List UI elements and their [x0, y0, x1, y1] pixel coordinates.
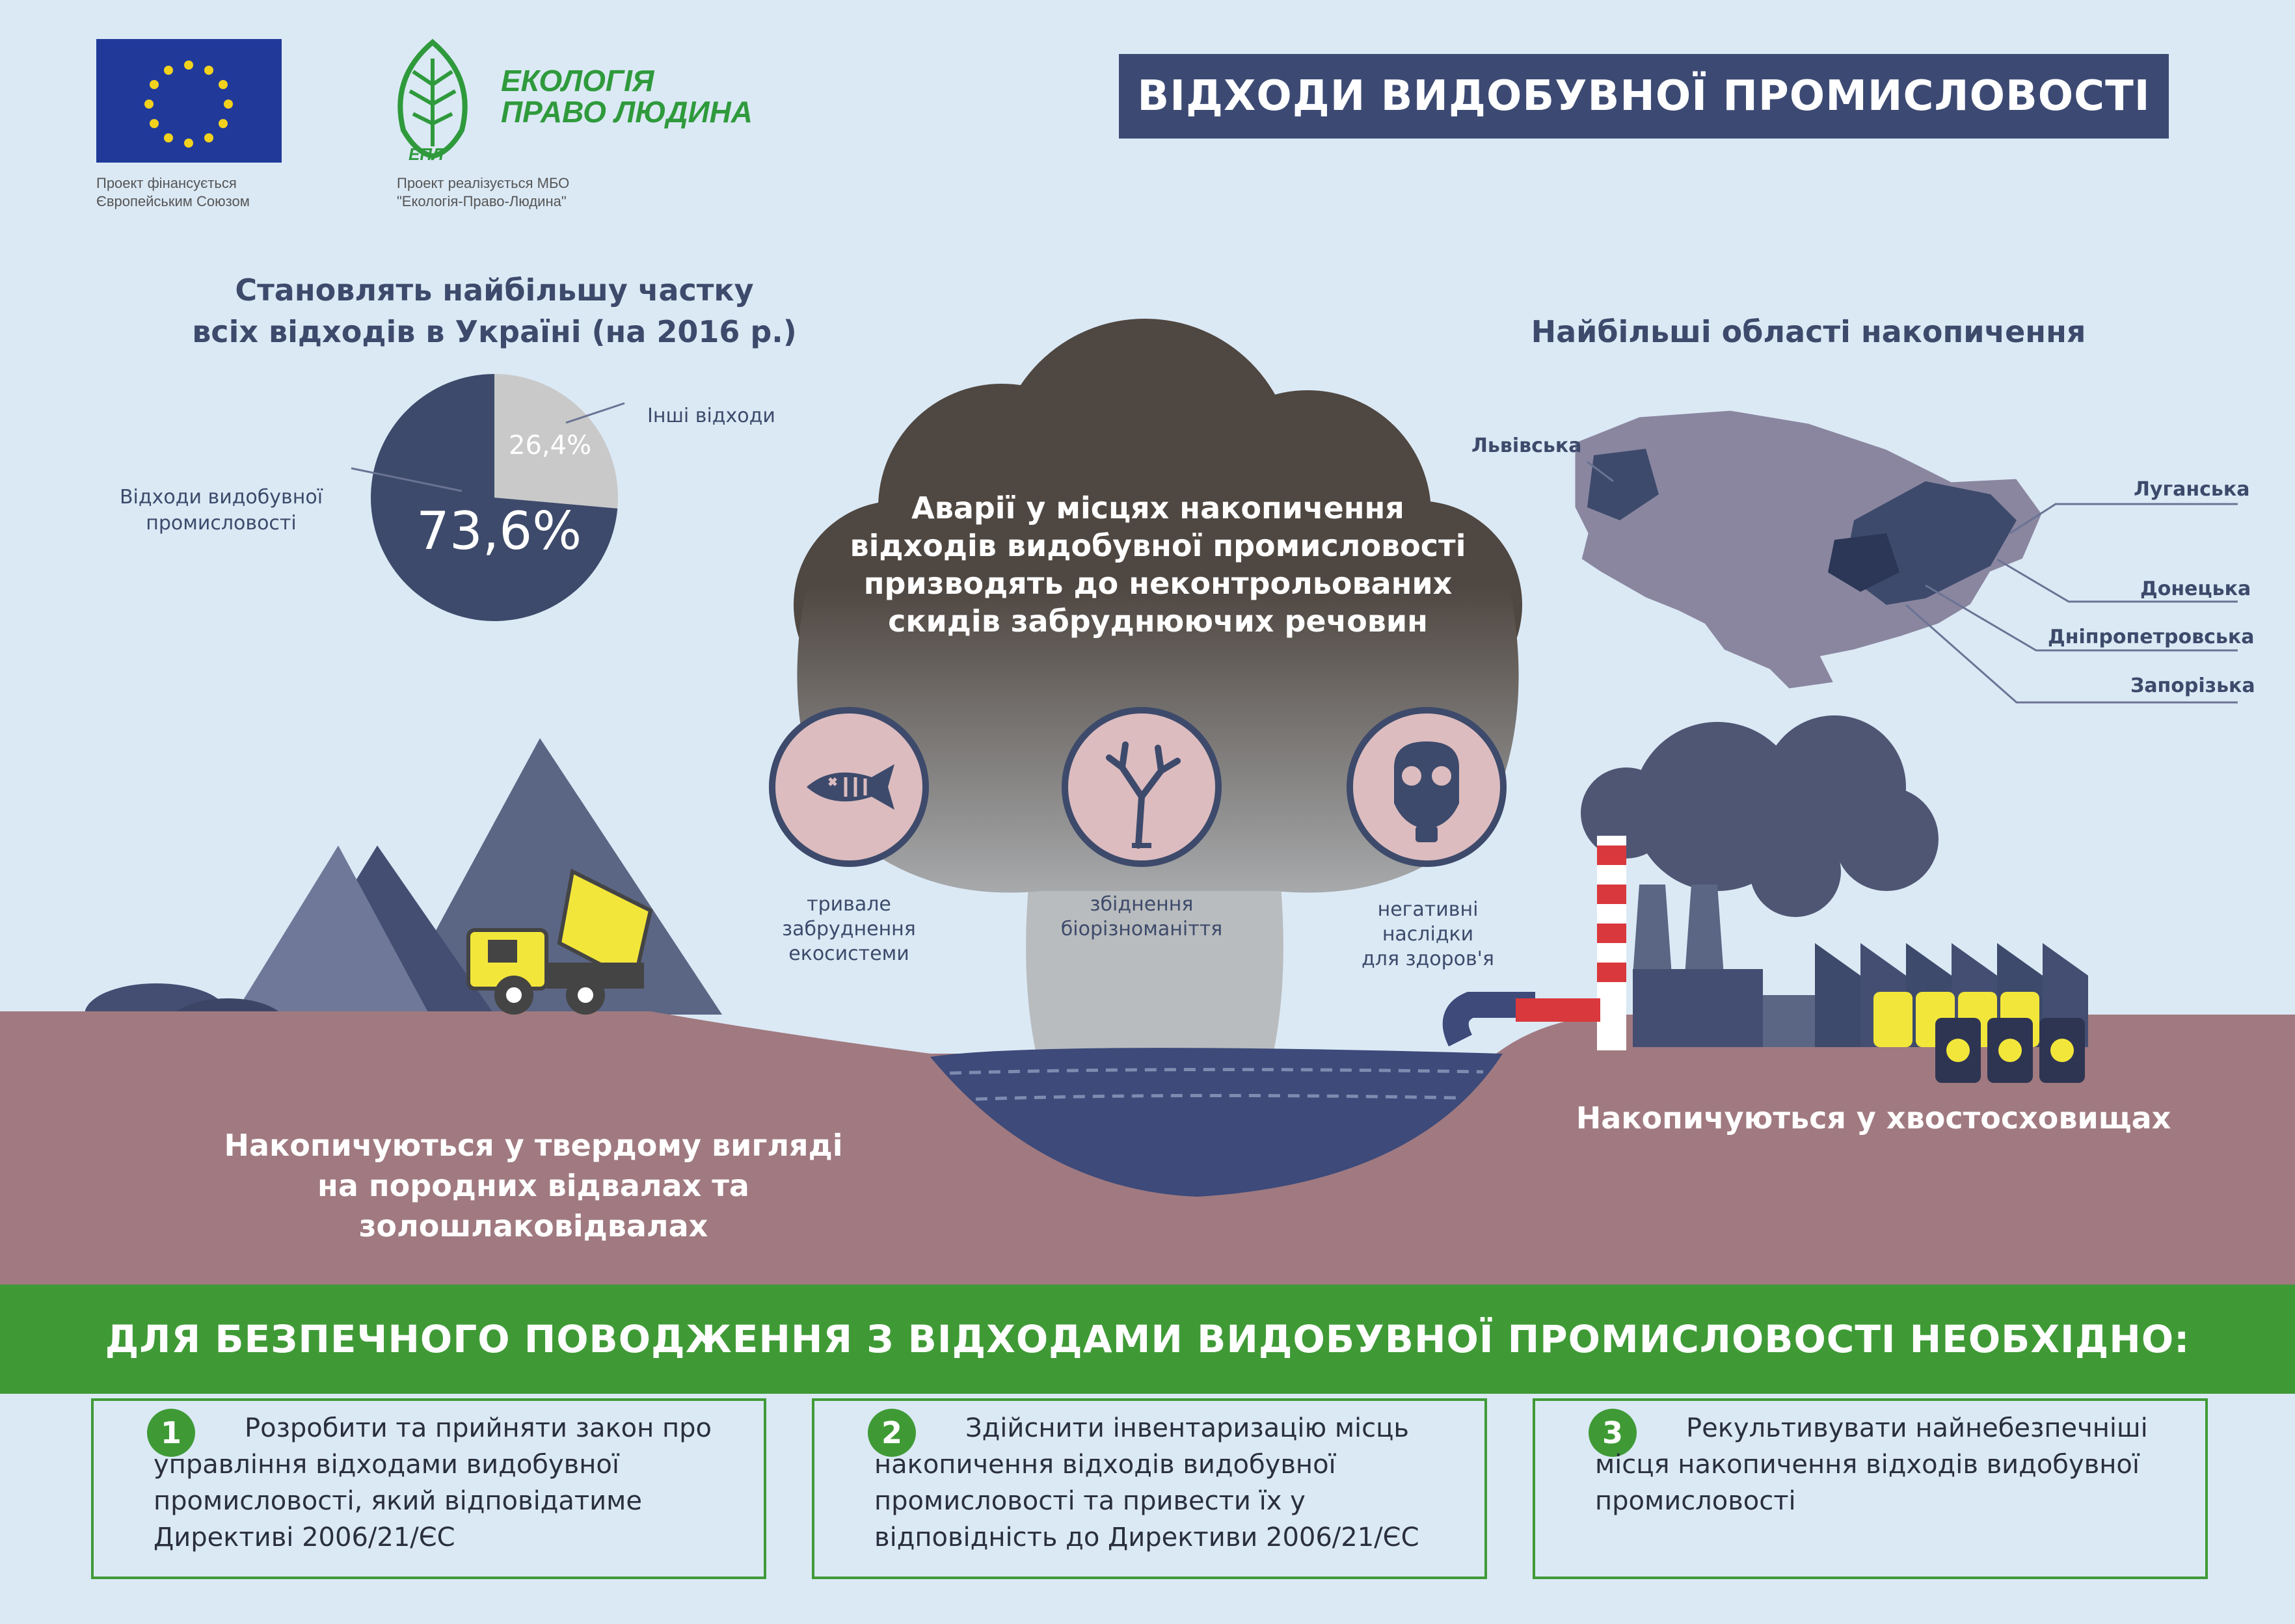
pie-heading-line: всіх відходів в Україні (на 2016 р.) [192, 314, 797, 349]
map-label-donetsk: Донецька [2140, 578, 2251, 600]
ground-left-line: на породних відвалах та золошлаковідвалах [317, 1168, 749, 1244]
icon-caption-line: для здоров'я [1362, 948, 1494, 970]
actions-heading: ДЛЯ БЕЗПЕЧНОГО ПОВОДЖЕННЯ З ВІДХОДАМИ ВИДОБУВНОЇ ПРОМИСЛОВОСТІ НЕОБХІДНО: [0, 1285, 2295, 1394]
map-label-dnipro: Дніпропетровська [2048, 626, 2255, 648]
ground-left-line: Накопичуються у твердому вигляді [224, 1128, 843, 1163]
map-label-zaporizhzhia: Запорізька [2130, 674, 2255, 697]
pie-value-other: 26,4% [509, 431, 592, 460]
action-number: 2 [868, 1409, 916, 1457]
icon-caption-tree [1028, 892, 1255, 942]
cloud-text-line: відходів видобувної промисловості [850, 528, 1466, 563]
dead-fish-icon [768, 706, 930, 868]
pie-value-main: 73,6% [416, 501, 582, 561]
ground-left-text [143, 1125, 924, 1246]
epl-abbr: ЕПЛ [409, 144, 444, 164]
icon-caption-line: забруднення [782, 918, 916, 940]
map-heading: Найбільші області накопичення [1531, 314, 2086, 349]
epl-caption [397, 174, 569, 211]
action-box-1 [91, 1398, 766, 1579]
pie-label-main [111, 485, 332, 537]
epl-caption-line: Проект реалізується МБО [397, 175, 570, 191]
action-number: 1 [147, 1409, 195, 1457]
factory-smoke [1581, 715, 1939, 917]
eu-flag-logo [96, 39, 282, 163]
epl-name-line: ЕКОЛОГІЯ [501, 64, 654, 98]
icon-caption-line: збіднення [1090, 893, 1194, 916]
action-text: Рекультивувати найнебезпечніші місця накопичення відходів видобувної промисловості [1595, 1413, 2148, 1516]
icon-caption-line: наслідки [1382, 923, 1474, 946]
icon-caption-fish [755, 892, 943, 966]
icon-caption-line: екосистеми [788, 942, 909, 965]
epl-name [501, 65, 753, 127]
icon-caption-line: тривале [807, 893, 891, 916]
epl-name-line: ПРАВО ЛЮДИНА [501, 95, 753, 129]
eu-caption-line: Проект фінансується [96, 175, 237, 191]
ukraine-map [1574, 410, 2043, 689]
cloud-text-line: Аварії у місцях накопичення [911, 490, 1404, 526]
pie-chart [371, 374, 618, 621]
pie-label-other: Інші відходи [647, 405, 775, 427]
cloud-text-line: скидів забруднюючих речовин [888, 604, 1428, 639]
map-label-luhansk: Луганська [2134, 478, 2250, 501]
cloud-text-line: призводять до неконтрольованих [863, 566, 1453, 601]
gas-mask-icon [1345, 706, 1508, 868]
pie-label-main-line: промисловості [146, 512, 297, 535]
pie-heading-line: Становлять найбільшу частку [235, 273, 754, 308]
pie-heading [169, 269, 820, 353]
action-box-2 [812, 1398, 1487, 1579]
eu-caption [96, 174, 250, 211]
map-label-lviv: Львівська [1471, 434, 1582, 457]
pie-label-main-line: Відходи видобувної [119, 486, 323, 509]
action-text: Розробити та прийняти закон про управління відходами видобувної промисловості, який відповідатиме Директиві 2006/21/ЄС [154, 1413, 712, 1552]
action-text: Здійснити інвентаризацію місць накопичення відходів видобувної промисловості та привести їх у відповідність до Директиви 2006/21/ЄС [874, 1413, 1419, 1552]
icon-caption-mask [1334, 898, 1522, 972]
dead-tree-icon [1060, 706, 1223, 868]
action-box-3 [1533, 1398, 2208, 1579]
cloud-text [800, 489, 1516, 640]
action-number: 3 [1589, 1409, 1637, 1457]
icon-caption-line: негативні [1377, 898, 1479, 921]
icon-caption-line: біорізноманіття [1060, 918, 1223, 940]
epl-caption-line: "Екологія-Право-Людина" [397, 193, 567, 209]
ground-right-text: Накопичуються у хвостосховищах [1576, 1100, 2171, 1136]
page-title: ВІДХОДИ ВИДОБУВНОЇ ПРОМИСЛОВОСТІ [1119, 54, 2169, 139]
eu-caption-line: Європейським Союзом [96, 193, 250, 209]
